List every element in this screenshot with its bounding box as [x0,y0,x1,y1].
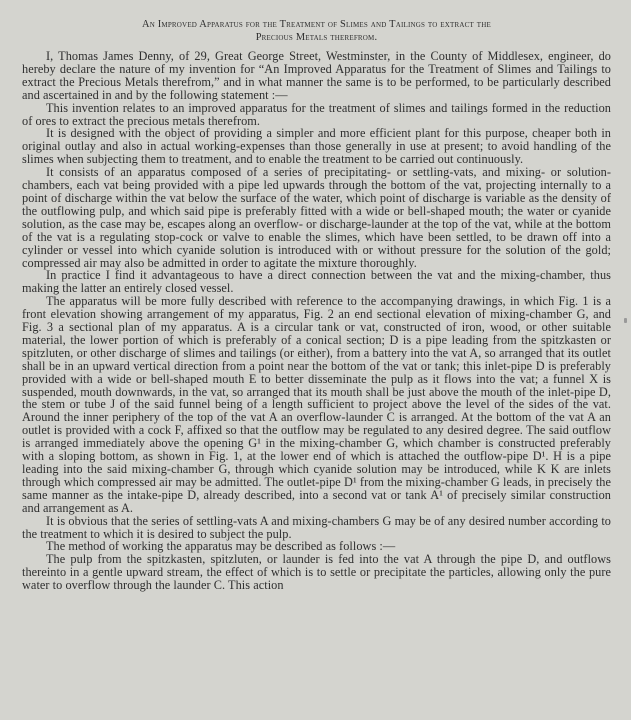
paragraph-consists: It consists of an apparatus composed of a series of precipitating- or settling-vats, and mixing- or solution-chambers, each vat being provided with a pipe led upwards through the bottom of the vat, projecting internally to a point of discharge within the vat below the surface of the water, which point of discharge is variable as the density of the outflowing pulp, and which said pipe is preferably fitted with a wide or bell-shaped mouth; the water or cyanide solution, as the case may be, escapes along an overflow- or discharge-launder at the top of the vat, while at the bottom of the vat is a regulating stop-cock or valve to enable the slimes, which have been settled, to be drawn off into a cylinder or vessel into which cyanide solution is introduced with or without pressure for the solution of the gold; compressed air may also be admitted in order to agitate the mixture thoroughly. [22,165,611,270]
paragraph-declaration: I, Thomas James Denny, of 29, Great George Street, Westminster, in the County of Middlesex, engineer, do hereby declare the nature of my invention for “An Improved Apparatus for the Treatment of Slimes and Tailings to extract the Precious Metals therefrom,” and in what manner the same is to be performed, to be particularly described and ascertained in and by the following statement :— [22,49,611,102]
paragraph-pulp: The pulp from the spitzkasten, spitzluten, or launder is fed into the vat A through the pipe D, and outflows thereinto in a gentle upward stream, the effect of which is to settle or precipitate the particles, allowing only the pure water to overflow through the launder C. This action [22,552,611,593]
paragraph-method: The method of working the apparatus may be described as follows :— [46,539,396,554]
paragraph-obvious: It is obvious that the series of settling-vats A and mixing-chambers G may be of any desired number according to the treatment to which it is desired to subject the pulp. [22,513,611,541]
margin-mark [624,318,627,323]
title-line-2: Precious Metals therefrom. [255,32,378,43]
paragraph-apparatus: The apparatus will be more fully described with reference to the accompanying drawings, in which Fig. 1 is a front elevation showing arrangement of my apparatus, Fig. 2 an end sectional elevation of mixing-chamber G, and Fig. 3 a sectional plan of my apparatus. A is a circular tank or vat, constructed of iron, wood, or other suitable material, the lower portion of which is preferably of a conical section; D is a pipe leading from the spitzkasten or spitzluten, or other discharge of slimes and tailings (or either), from a battery into the vat A, so arranged that its outlet shall be in an upward vertical direction from a point near the bottom of the vat or tank; this inlet-pipe D is preferably provided with a wide or bell-shaped mouth E to better disseminate the pulp as it flows into the vat; a funnel X is suspended, mouth downwards, in the vat, so arranged that its mouth shall be just above the mouth of the inlet-pipe D, the stem or tube J of the said funnel being of a length sufficient to project above the level of the sides of the vat. Around the inner periphery of the top of the vat A an overflow-launder C is arranged. At the bottom of the vat A an outlet is provided with a cock F, affixed so that the outflow may be regulated to any desired degree. The said outflow is arranged immediately above the opening G¹ in the mixing-chamber G, which chamber is constructed preferably with a sloping bottom, as shown in Fig. 1, at the lower end of which is attached the outflow-pipe D¹. H is a pipe leading into the said mixing-chamber G, through which cyanide solution may be introduced, while K K are inlets through which compressed air may be admitted. The outlet-pipe D¹ from the mixing-chamber G leads, in precisely the same manner as the intake-pipe D, already described, into a second vat or tank A¹ of precisely similar construction and arrangement as A. [22,294,611,515]
document-body [22,50,611,592]
title-line-1: An Improved Apparatus for the Treatment of Slimes and Tailings to extract the [142,19,491,30]
paragraph-relates: This invention relates to an improved apparatus for the treatment of slimes and tailings formed in the reduction of ores to extract the precious metals therefrom. [22,100,611,128]
document-title [22,18,611,44]
paragraph-designed: It is designed with the object of providing a simpler and more efficient plant for this purpose, cheaper both in original outlay and also in actual working-expenses than those generally in use at present; to avoid handling of the slimes when subjecting them to treatment, and to enable the treatment to be carried out continuously. [22,126,611,167]
paragraph-practice: In practice I find it advantageous to have a direct connection between the vat and the mixing-chamber, thus making the latter an entirely closed vessel. [22,268,611,296]
